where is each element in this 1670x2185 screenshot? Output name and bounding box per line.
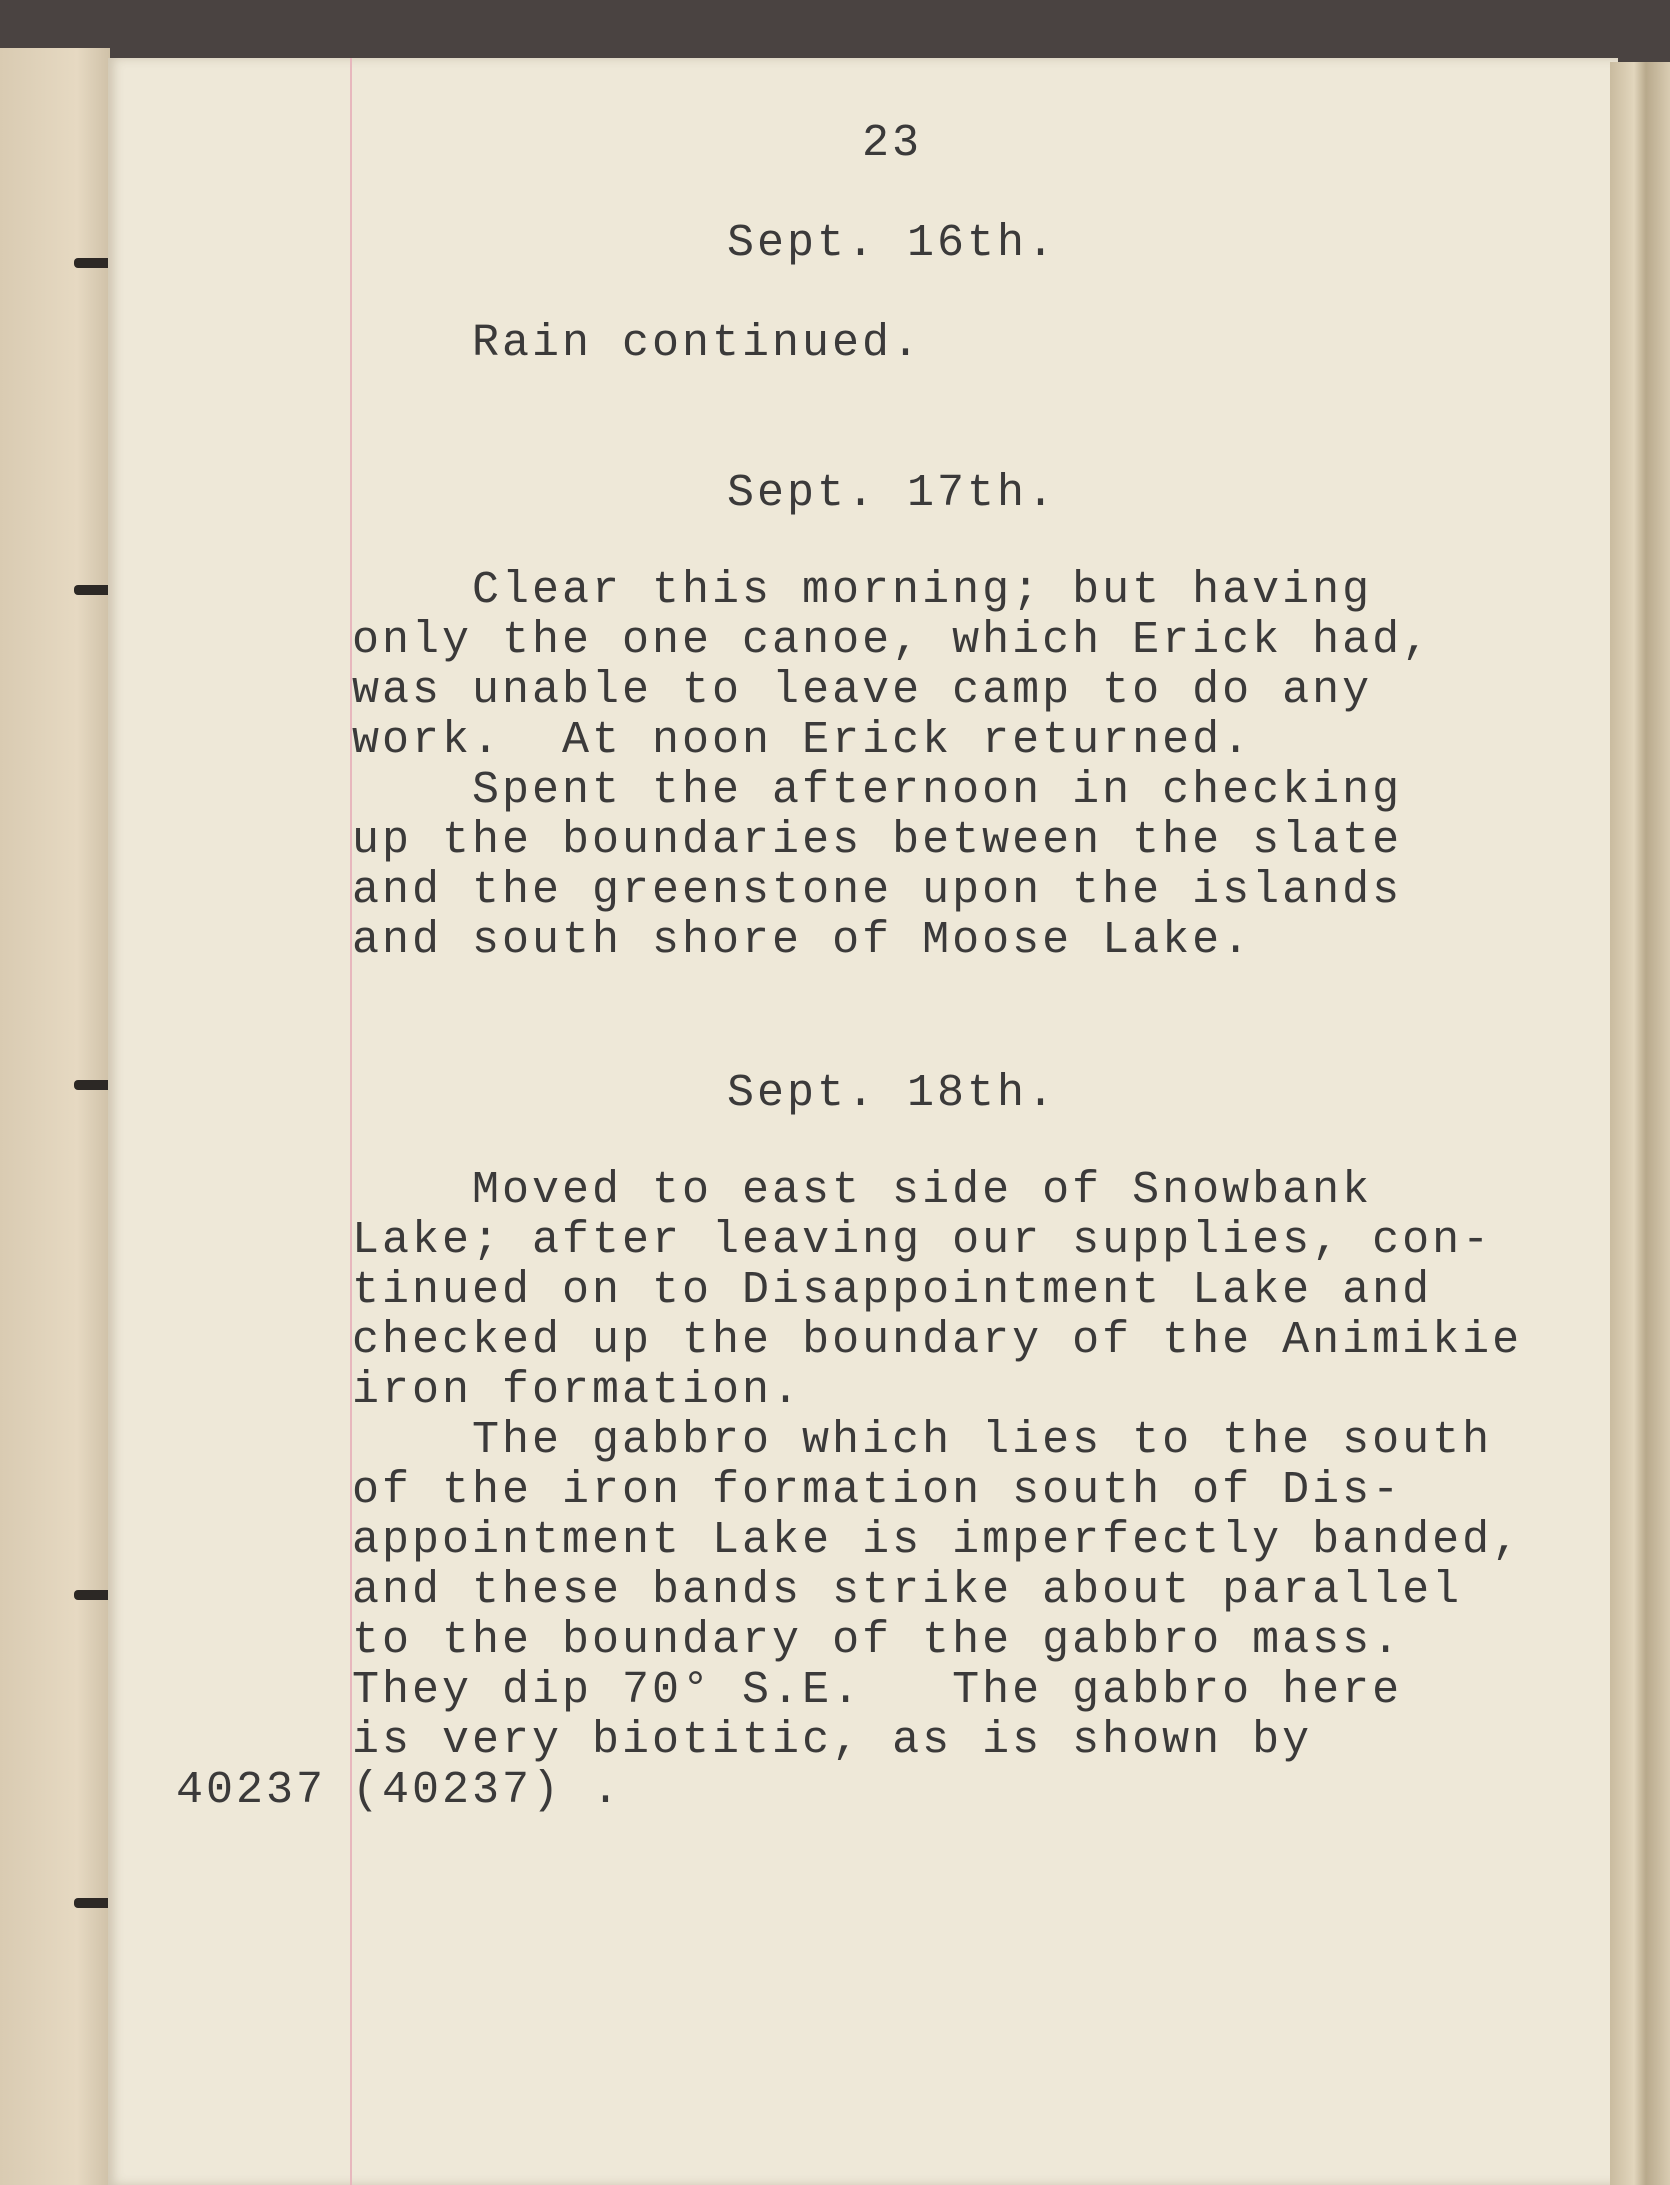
entry-line: work. At noon Erick returned. — [352, 715, 1253, 766]
entry-line: and these bands strike about parallel — [352, 1565, 1463, 1616]
entry-line: checked up the boundary of the Animikie — [352, 1315, 1523, 1366]
entry-line: appointment Lake is imperfectly banded, — [352, 1515, 1523, 1566]
entry-line: up the boundaries between the slate — [352, 815, 1403, 866]
entry-line: only the one canoe, which Erick had, — [352, 615, 1433, 666]
entry-line: tinued on to Disappointment Lake and — [352, 1265, 1433, 1316]
entry-line: They dip 70° S.E. The gabbro here — [352, 1665, 1403, 1716]
entry-date: Sept. 17th. — [726, 468, 1058, 519]
entry-line: was unable to leave camp to do any — [352, 665, 1373, 716]
entry-line: is very biotitic, as is shown by — [352, 1715, 1313, 1766]
margin-note: 40237 — [176, 1765, 327, 1816]
entry-line: and the greenstone upon the islands — [352, 865, 1403, 916]
entry-line: Clear this morning; but having — [472, 565, 1373, 616]
entry-line: iron formation. — [352, 1365, 803, 1416]
entry-line: and south shore of Moose Lake. — [352, 915, 1253, 966]
left-page-edge — [0, 48, 110, 2185]
entry-line: Moved to east side of Snowbank — [472, 1165, 1373, 1216]
right-page-edge — [1610, 62, 1670, 2185]
entry-line: Spent the afternoon in checking — [472, 765, 1403, 816]
entry-date: Sept. 16th. — [726, 218, 1058, 269]
entry-line: The gabbro which lies to the south — [472, 1415, 1493, 1466]
page-number: 23 — [861, 118, 922, 169]
entry-line: of the iron formation south of Dis- — [352, 1465, 1403, 1516]
margin-line — [350, 58, 352, 2185]
notebook-page — [108, 58, 1618, 2185]
entry-line: (40237) . — [352, 1765, 623, 1816]
entry-line: Rain continued. — [472, 318, 923, 369]
entry-line: to the boundary of the gabbro mass. — [352, 1615, 1403, 1666]
entry-line: Lake; after leaving our supplies, con- — [352, 1215, 1493, 1266]
entry-date: Sept. 18th. — [726, 1068, 1058, 1119]
